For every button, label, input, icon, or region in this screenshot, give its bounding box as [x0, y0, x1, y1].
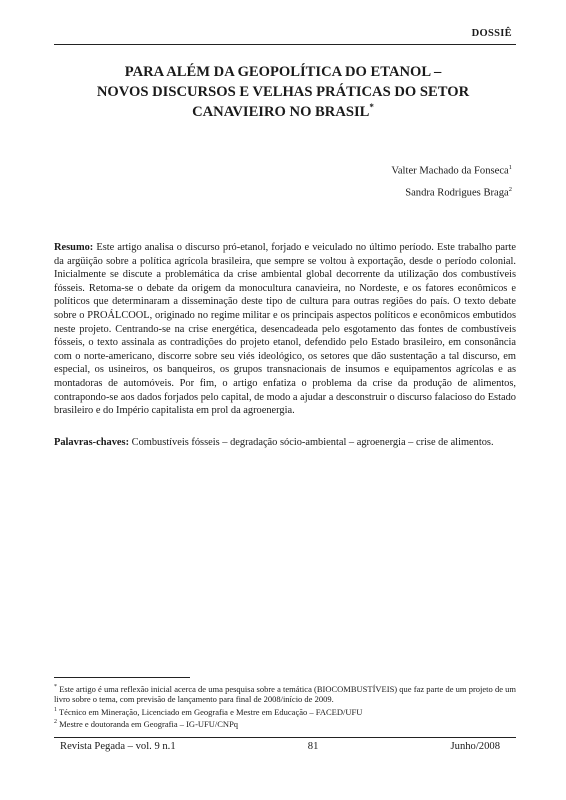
footnote-3 — [54, 717, 516, 729]
title-footnote-mark: * — [369, 102, 374, 113]
footnote-2 — [54, 705, 516, 717]
footnote-2-mark: 1 — [54, 706, 57, 713]
page-footer — [60, 741, 500, 752]
abstract-text: Este artigo analisa o discurso pró-etanol, forjado e veiculado no último período. Este trabalho parte da argüição sobre a política agrícola brasileira, que sempre se voltou à exportação, desde o período colonial. Inicialmente se discute a problemática da crise ambiental global decorrente da utilização dos combustíveis fósseis. Retoma-se o debate da origem da monocultura canavieira, no Nordeste, e os fatores econômicos e políticos que determinaram a disseminação deste tipo de cultura para outras regiões do país. O texto debate sobre o PROÁLCOOL, originado no regime militar e os principais aspectos políticos e econômicos embutidos neste projeto. Centrando-se na crise energética, desencadeada pelo esgotamento das fontes de combustíveis fósseis, o texto assinala as contradições do projeto etanol, defendido pelo Estado brasileiro, em consonância com o norte-americano, discorre sobre seu viés ideológico, os setores que dão sustentação a tal discurso, em especial, os usineiros, os banqueiros, os grupos transnacionais de insumos e equipamentos agrícolas e as montadoras de automóveis. Por fim, o artigo enfatiza o problema da crise da produção de alimentos, contrapondo-se aos dados forjados pelo capital, de modo a ajudar a desconstruir o discurso falacioso do Estado brasileiro e do Império capitalista em prol da agroenergia. — [54, 242, 516, 417]
author-1 — [391, 164, 512, 177]
abstract-label: Resumo: — [54, 242, 94, 253]
abstract — [54, 241, 516, 418]
footnote-1-mark: * — [54, 684, 57, 690]
footnote-3-text: Mestre e doutoranda em Geografia – IG-UFU/CNPq — [59, 718, 239, 729]
author-1-name: Valter Machado da Fonseca — [391, 165, 509, 177]
author-2 — [405, 186, 512, 199]
title-line-3: CANAVIEIRO NO BRASIL* — [192, 102, 374, 120]
header-rule — [54, 44, 516, 45]
title-line-1: PARA ALÉM DA GEOPOLÍTICA DO ETANOL – — [124, 64, 442, 80]
keywords — [54, 436, 516, 450]
footnote-2-text: Técnico em Mineração, Licenciado em Geografia e Mestre em Educação – FACED/UFU — [58, 706, 363, 717]
author-2-name: Sandra Rodrigues Braga — [405, 187, 509, 199]
article-title — [70, 62, 496, 122]
title-line-2: NOVOS DISCURSOS E VELHAS PRÁTICAS DO SETOR — [96, 84, 470, 100]
keywords-text: Combustíveis fósseis – degradação sócio-ambiental – agroenergia – crise de alimentos. — [131, 437, 494, 448]
footnote-1 — [54, 682, 516, 705]
footer-rule — [54, 737, 516, 738]
footnote-rule — [54, 677, 190, 678]
author-2-mark: 2 — [508, 186, 512, 193]
keywords-label: Palavras-chaves: — [54, 437, 130, 448]
journal-name: Revista Pegada – vol. 9 n.1 — [60, 741, 176, 752]
footnote-3-mark: 2 — [54, 718, 57, 725]
page-number: 81 — [307, 741, 319, 752]
footnotes — [54, 682, 516, 729]
author-1-mark: 1 — [508, 164, 512, 171]
section-label: DOSSIÊ — [471, 28, 512, 39]
footnote-1-text: Este artigo é uma reflexão inicial acerca de uma pesquisa sobre a temática (BIOCOMBUSTÍVEIS) que faz parte de um projeto de um livro sobre o tema, com previsão de lançamento para final de 2008/início de 2009. — [54, 683, 517, 705]
issue-date: Junho/2008 — [450, 741, 500, 752]
